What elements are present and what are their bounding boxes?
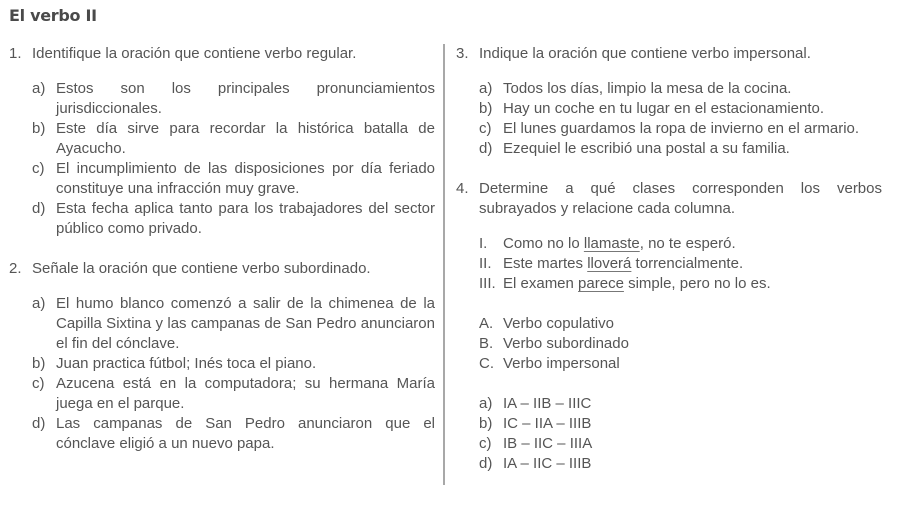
question-stem	[456, 44, 882, 64]
option-text: Las campanas de San Pedro anunciaron que el cónclave eligió a un nuevo papa.	[56, 415, 435, 452]
option-c[interactable]	[479, 119, 882, 139]
sentence-label: I.	[479, 235, 488, 252]
option-b[interactable]	[32, 119, 435, 159]
question-text: Señale la oración que contiene verbo subordinado.	[32, 260, 371, 277]
option-label: d)	[32, 415, 46, 432]
option-text: Este día sirve para recordar la histórica batalla de Ayacucho.	[56, 120, 435, 157]
question-stem	[9, 259, 435, 279]
option-label: a)	[479, 395, 493, 412]
option-text: El lunes guardamos la ropa de invierno en el armario.	[503, 120, 860, 137]
option-label: a)	[32, 80, 46, 97]
option-label: a)	[32, 295, 46, 312]
question-stem	[456, 179, 882, 219]
option-c[interactable]	[32, 159, 435, 199]
sentence-label: II.	[479, 255, 492, 272]
sentence-text	[503, 254, 882, 274]
question-2	[9, 259, 435, 454]
option-c[interactable]	[32, 374, 435, 414]
underlined-verb: parece	[578, 275, 624, 292]
sentence-before: Este martes	[503, 255, 588, 272]
option-a[interactable]	[32, 79, 435, 119]
left-column	[9, 44, 435, 474]
option-label: c)	[479, 435, 492, 452]
class-text: Verbo subordinado	[503, 335, 629, 352]
option-a[interactable]	[479, 79, 882, 99]
column-divider	[443, 44, 445, 485]
option-d[interactable]	[32, 199, 435, 239]
option-text: Ezequiel le escribió una postal a su familia.	[503, 140, 790, 157]
class-label: C.	[479, 355, 494, 372]
right-column	[456, 44, 882, 494]
question-stem	[9, 44, 435, 64]
question-text: Indique la oración que contiene verbo impersonal.	[479, 45, 811, 62]
question-text: Determine a qué clases corresponden los verbos subrayados y relacione cada columna.	[479, 180, 882, 217]
question-4	[456, 179, 882, 474]
option-b[interactable]	[479, 99, 882, 119]
sentence-before: Como no lo	[503, 235, 584, 252]
sentences-list	[456, 234, 882, 474]
option-label: b)	[479, 100, 493, 117]
class-text: Verbo impersonal	[503, 355, 620, 372]
option-label: b)	[32, 120, 46, 137]
option-text: Juan practica fútbol; Inés toca el piano.	[56, 355, 317, 372]
option-d[interactable]	[32, 414, 435, 454]
options-list	[9, 79, 435, 239]
option-a[interactable]	[32, 294, 435, 354]
underlined-verb: lloverá	[587, 255, 632, 272]
options-list	[456, 79, 882, 159]
option-b[interactable]	[479, 414, 882, 434]
question-number: 3.	[456, 45, 469, 62]
option-label: d)	[479, 140, 493, 157]
option-text: El humo blanco comenzó a salir de la chimenea de la Capilla Sixtina y las campanas de San Pedro anunciaron el fin del cónclave.	[56, 295, 435, 352]
option-text: Estos son los principales pronunciamientos jurisdiccionales.	[56, 80, 435, 117]
option-label: c)	[32, 375, 45, 392]
option-label: c)	[479, 120, 492, 137]
sentence-text	[503, 234, 882, 254]
option-label: a)	[479, 80, 493, 97]
option-label: d)	[479, 455, 493, 472]
option-text: Esta fecha aplica tanto para los trabajadores del sector público como privado.	[56, 200, 435, 237]
sentence-after: torrencialmente.	[631, 255, 744, 272]
question-number: 4.	[456, 180, 469, 197]
option-d[interactable]	[479, 454, 882, 474]
option-text: Azucena está en la computadora; su hermana María juega en el parque.	[56, 375, 435, 412]
question-number: 2.	[9, 260, 22, 277]
sentence-text	[503, 274, 882, 294]
option-text: Hay un coche en tu lugar en el estacionamiento.	[503, 100, 825, 117]
question-number: 1.	[9, 45, 22, 62]
options-list	[9, 294, 435, 454]
question-3	[456, 44, 882, 159]
option-d[interactable]	[479, 139, 882, 159]
class-text: Verbo copulativo	[503, 315, 614, 332]
option-a[interactable]	[479, 394, 882, 414]
option-text: IA – IIB – IIIC	[503, 395, 592, 412]
underlined-verb: llamaste	[583, 235, 640, 252]
class-label: A.	[479, 315, 494, 332]
option-b[interactable]	[32, 354, 435, 374]
option-text: IC – IIA – IIIB	[503, 415, 592, 432]
option-text: El incumplimiento de las disposiciones por día feriado constituye una infracción muy grave.	[56, 160, 435, 197]
question-text: Identifique la oración que contiene verbo regular.	[32, 45, 357, 62]
option-label: b)	[32, 355, 46, 372]
spacer	[479, 294, 882, 314]
option-label: d)	[32, 200, 46, 217]
class-b	[479, 334, 882, 354]
class-label: B.	[479, 335, 494, 352]
sentence-ii	[479, 254, 882, 274]
sentence-before: El examen	[503, 275, 579, 292]
option-text: Todos los días, limpio la mesa de la cocina.	[503, 80, 792, 97]
spacer	[479, 374, 882, 394]
class-a	[479, 314, 882, 334]
option-text: IB – IIC – IIIA	[503, 435, 593, 452]
option-text: IA – IIC – IIIB	[503, 455, 592, 472]
question-1	[9, 44, 435, 239]
option-label: b)	[479, 415, 493, 432]
sentence-label: III.	[479, 275, 496, 292]
option-label: c)	[32, 160, 45, 177]
sentence-after: simple, pero no lo es.	[623, 275, 771, 292]
option-c[interactable]	[479, 434, 882, 454]
class-c	[479, 354, 882, 374]
sentence-after: , no te esperó.	[639, 235, 736, 252]
sentence-i	[479, 234, 882, 254]
sentence-iii	[479, 274, 882, 294]
page-title: El verbo II	[9, 6, 97, 25]
